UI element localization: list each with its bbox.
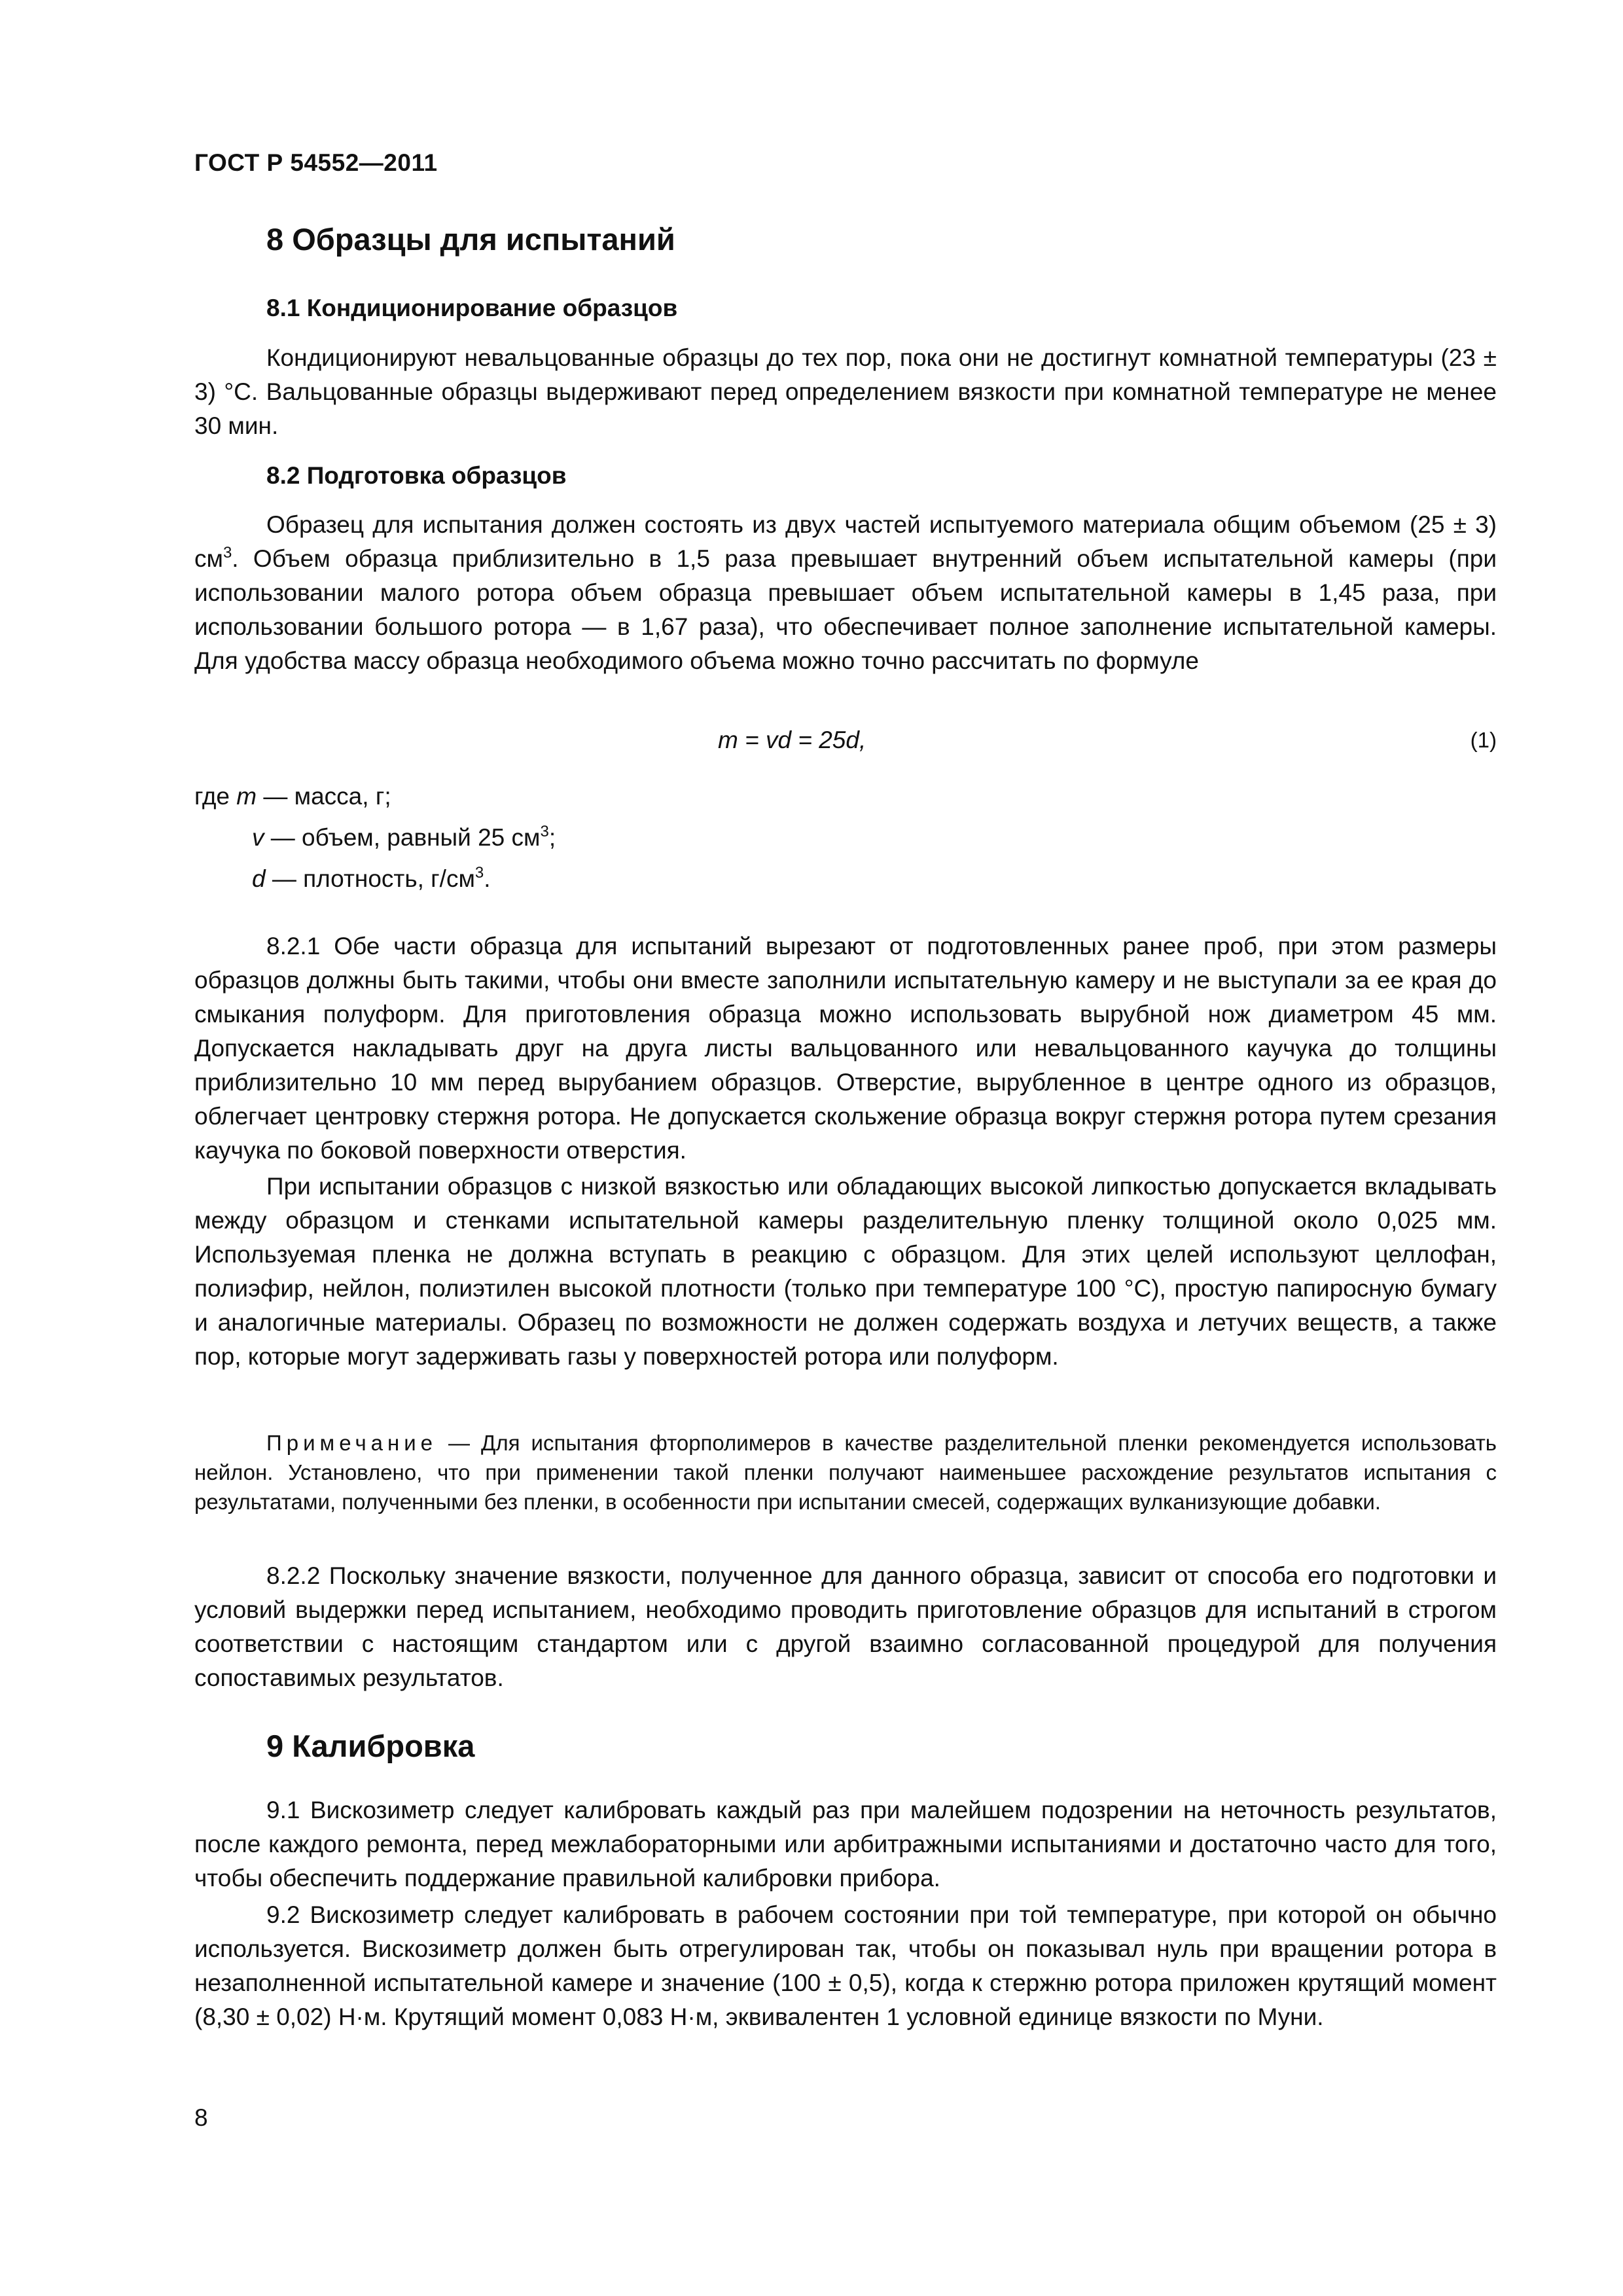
v-end: ; xyxy=(548,824,556,851)
page-number: 8 xyxy=(194,2104,208,2131)
d-end: . xyxy=(484,865,491,892)
formula-line xyxy=(194,723,1497,757)
clause-9-1-text: 9.1 Вискозиметр следует калибровать каждый раз при малейшем подозрении на неточность результатов, после каждого ремонта, перед межлабораторными или арбитражными испытаниями и достаточно часто для того, чтобы обеспечить поддержание правильной калибровки прибора. xyxy=(194,1797,1497,1892)
subsection-8-1-title: 8.1 Кондиционирование образцов xyxy=(266,295,678,321)
d-superscript: 3 xyxy=(474,864,484,882)
where-v xyxy=(252,821,556,855)
cubic-superscript: 3 xyxy=(223,544,232,562)
note-label: Примечание xyxy=(266,1431,438,1455)
formula-number: (1) xyxy=(1470,728,1497,752)
clause-9-2-text: 9.2 Вискозиметр следует калибровать в рабочем состоянии при той температуре, при которой он обычно используется. Вискозиметр должен быть отрегулирован так, чтобы он показывал нуль при вращении ротора в незаполненной испытательной камере и значение (100 ± 0,5), когда к стержню ротора приложен крутящий момент (8,30 ± 0,02) Н·м. Крутящий момент 0,083 Н·м, эквивалентен 1 условной единице вязкости по Муни. xyxy=(194,1901,1497,2030)
v-superscript: 3 xyxy=(540,823,549,840)
symbol-d: d xyxy=(252,865,266,892)
subsection-8-2-text-part1: Образец для испытания должен состоять из двух частей испытуемого материала общим объемом (25 ± 3) см xyxy=(194,511,1497,572)
formula-expression: m = vd = 25d, xyxy=(718,726,866,753)
note-block xyxy=(194,1428,1497,1516)
subsection-8-2-text xyxy=(194,508,1497,678)
subsection-8-2-text-part2: . Объем образца приблизительно в 1,5 раза превышает внутренний объем испытательной камеры (при использовании малого ротора объем образца превышает объем испытательной камеры в 1,45 раза, при использовании большого ротора — в 1,67 раза), что обеспечивает полное заполнение испытательной камеры. Для удобства массу образца необходимого объема можно точно рассчитать по формуле xyxy=(194,545,1497,674)
symbol-v: v xyxy=(252,824,264,851)
document-page xyxy=(194,0,1497,2296)
clause-8-2-1-continuation: При испытании образцов с низкой вязкостью или обладающих высокой липкостью допускается вкладывать между образцом и стенками испытательной камеры разделительную пленку толщиной около 0,025 мм. Используемая пленка не должна вступать в реакцию с образцом. Для этих целей используют целлофан, полиэфир, нейлон, полиэтилен высокой плотности (только при температуре 100 °С), простую папиросную бумагу и аналогичные материалы. Образец по возможности не должен содержать воздуха и летучих веществ, а также пор, которые могут задерживать газы у поверхностей ротора или полуформ. xyxy=(194,1173,1497,1370)
subsection-8-2-title: 8.2 Подготовка образцов xyxy=(266,462,567,489)
clause-8-2-1-text: 8.2.1 Обе части образца для испытаний вырезают от подготовленных ранее проб, при этом размеры образцов должны быть такими, чтобы они вместе заполнили испытательную камеру и не выступали за ее края до смыкания полуформ. Для приготовления образца можно использовать вырубной нож диаметром 45 мм. Допускается накладывать друг на друга листы вальцованного или невальцованного каучука до толщины приблизительно 10 мм перед вырубанием образцов. Отверстие, вырубленное в центре одного из образцов, облегчает центровку стержня ротора. Не допускается скольжение образца вокруг стержня ротора путем срезания каучука по боковой поверхности отверстия. xyxy=(194,933,1497,1164)
d-description: — плотность, г/см xyxy=(265,865,475,892)
where-m xyxy=(194,780,391,814)
section-8-title: 8 Образцы для испытаний xyxy=(266,222,675,257)
m-description: — масса, г; xyxy=(257,783,391,810)
symbol-m: m xyxy=(236,783,257,810)
standard-code-header: ГОСТ Р 54552—2011 xyxy=(194,149,438,176)
where-d xyxy=(252,862,491,896)
subsection-8-1-text: Кондиционируют невальцованные образцы до тех пор, пока они не достигнут комнатной температуры (23 ± 3) °С. Вальцованные образцы выдерживают перед определением вязкости при комнатной температуре не менее 30 мин. xyxy=(194,344,1497,439)
note-text: — Для испытания фторполимеров в качестве разделительной пленки рекомендуется использовать нейлон. Установлено, что при применении такой пленки получают наименьшее расхождение результатов испытания с результатами, полученными без пленки, в особенности при испытании смесей, содержащих вулканизующие добавки. xyxy=(194,1431,1497,1514)
where-lead: где xyxy=(194,783,237,810)
section-9-title: 9 Калибровка xyxy=(266,1729,475,1763)
clause-8-2-2-text: 8.2.2 Поскольку значение вязкости, полученное для данного образца, зависит от способа его подготовки и условий выдержки перед испытанием, необходимо проводить приготовление образцов для испытаний в строгом соответствии с настоящим стандартом или с другой взаимно согласованной процедурой для получения сопоставимых результатов. xyxy=(194,1562,1497,1691)
v-description: — объем, равный 25 см xyxy=(264,824,541,851)
